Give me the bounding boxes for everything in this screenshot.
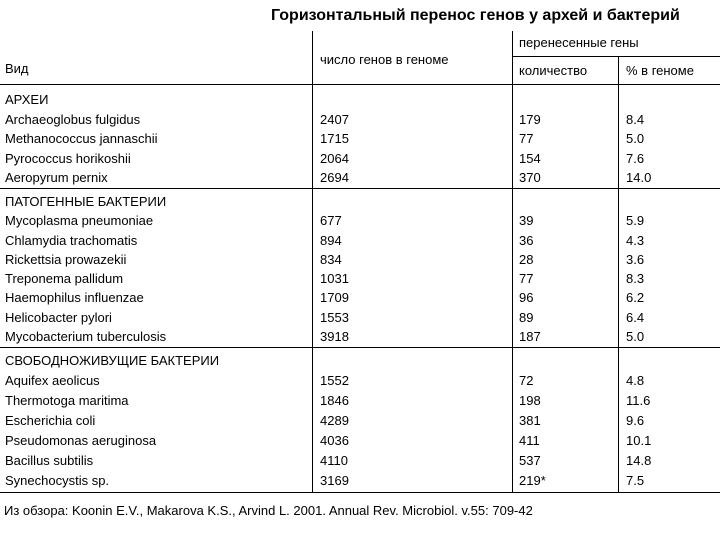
empty-cell <box>626 90 716 110</box>
section-label: СВОБОДНОЖИВУЩИЕ БАКТЕРИИ <box>5 353 220 368</box>
species-name: Rickettsia prowazekii <box>5 251 127 267</box>
source-reference: Из обзора: Koonin E.V., Makarova K.S., Arvind L. 2001. Annual Rev. Microbiol. v.55: 709-42 <box>4 503 533 518</box>
table-column-name <box>5 188 305 346</box>
column-header-genome-genes: число генов в геноме <box>320 52 449 67</box>
table-column-genes <box>320 347 505 491</box>
column-header-species: Вид <box>5 61 29 76</box>
table-column-genes <box>320 84 505 188</box>
species-name: Mycoplasma pneumoniae <box>5 213 154 229</box>
empty-cell <box>626 192 716 211</box>
table-hline-subheader <box>512 56 720 57</box>
species-name: Archaeoglobus fulgidus <box>5 111 141 127</box>
genome-gene-count: 1715 <box>320 131 349 146</box>
genome-gene-count: 4110 <box>320 453 348 468</box>
transferred-count: 381 <box>519 413 541 428</box>
transferred-percent: 8.3 <box>626 271 645 287</box>
transferred-percent: 9.6 <box>626 413 645 428</box>
transferred-percent: 6.4 <box>626 309 645 325</box>
transferred-count: 219* <box>519 473 546 488</box>
transferred-count: 537 <box>519 453 541 468</box>
transferred-count: 411 <box>519 433 540 448</box>
transferred-percent: 3.6 <box>626 251 645 267</box>
transferred-count: 77 <box>519 271 534 287</box>
empty-cell <box>519 90 614 110</box>
species-name: Thermotoga maritima <box>5 393 129 408</box>
table-hline-section3-bottom <box>0 492 720 493</box>
species-name: Chlamydia trachomatis <box>5 232 138 248</box>
transferred-count: 72 <box>519 373 534 388</box>
transferred-percent: 14.8 <box>626 453 652 468</box>
genome-gene-count: 1846 <box>320 393 349 408</box>
column-header-percent: % в геноме <box>626 63 694 78</box>
transferred-percent: 6.2 <box>626 290 645 306</box>
table-section-pathogenic-bacteria <box>0 188 720 347</box>
transferred-percent: 10.1 <box>626 433 652 448</box>
empty-cell <box>519 192 614 211</box>
genome-gene-count: 1031 <box>320 271 349 287</box>
transferred-count: 154 <box>519 150 541 166</box>
genome-gene-count: 677 <box>320 213 342 229</box>
column-header-transferred-genes: перенесенные гены <box>519 35 639 50</box>
genome-gene-count: 1553 <box>320 309 349 325</box>
transferred-count: 187 <box>519 329 541 345</box>
table-column-count <box>519 84 614 188</box>
species-name: Pyrococcus horikoshii <box>5 150 131 166</box>
species-name: Helicobacter pylori <box>5 309 112 325</box>
genome-gene-count: 2064 <box>320 150 349 166</box>
transferred-count: 36 <box>519 232 534 248</box>
transferred-count: 28 <box>519 251 534 267</box>
transferred-percent: 7.6 <box>626 150 645 166</box>
transferred-percent: 4.3 <box>626 232 645 248</box>
empty-cell <box>626 351 716 371</box>
species-name: Treponema pallidum <box>5 271 124 287</box>
genome-gene-count: 2694 <box>320 170 349 185</box>
transferred-count: 179 <box>519 111 541 127</box>
empty-cell <box>320 192 505 211</box>
transferred-count: 370 <box>519 170 541 185</box>
genome-gene-count: 4289 <box>320 413 349 428</box>
table-column-genes <box>320 188 505 346</box>
transferred-count: 96 <box>519 290 534 306</box>
species-name: Pseudomonas aeruginosa <box>5 433 157 448</box>
species-name: Methanococcus jannaschii <box>5 131 158 146</box>
table-column-percent <box>626 347 716 491</box>
species-name: Aeropyrum pernix <box>5 170 108 185</box>
species-name: Escherichia coli <box>5 413 96 428</box>
table-column-count <box>519 188 614 346</box>
page-title: Горизонтальный перенос генов у архей и бактерий <box>271 7 680 24</box>
empty-cell <box>320 90 505 110</box>
genome-gene-count: 894 <box>320 232 342 248</box>
genome-gene-count: 1552 <box>320 373 349 388</box>
column-header-count: количество <box>519 63 588 78</box>
transferred-percent: 5.0 <box>626 131 645 146</box>
genome-gene-count: 4036 <box>320 433 349 448</box>
species-name: Aquifex aeolicus <box>5 373 100 388</box>
species-name: Haemophilus influenzae <box>5 290 144 306</box>
species-name: Synechocystis sp. <box>5 473 110 488</box>
genome-gene-count: 3169 <box>320 473 349 488</box>
table-column-percent <box>626 188 716 346</box>
transferred-percent: 14.0 <box>626 170 652 185</box>
genome-gene-count: 834 <box>320 251 342 267</box>
table-column-name <box>5 347 305 491</box>
transferred-count: 77 <box>519 131 534 146</box>
table-section-archaea <box>0 84 720 188</box>
transferred-count: 89 <box>519 309 534 325</box>
genome-gene-count: 2407 <box>320 111 349 127</box>
species-name: Mycobacterium tuberculosis <box>5 329 167 345</box>
section-label: АРХЕИ <box>5 92 49 107</box>
empty-cell <box>320 351 505 371</box>
table-column-percent <box>626 84 716 188</box>
section-label: ПАТОГЕННЫЕ БАКТЕРИИ <box>5 194 167 209</box>
transferred-percent: 5.9 <box>626 213 645 229</box>
transferred-percent: 7.5 <box>626 473 645 488</box>
genome-gene-count: 3918 <box>320 329 349 345</box>
empty-cell <box>519 351 614 371</box>
transferred-percent: 8.4 <box>626 111 645 127</box>
genome-gene-count: 1709 <box>320 290 349 306</box>
table-section-freeliving-bacteria <box>0 347 720 492</box>
transferred-count: 198 <box>519 393 541 408</box>
transferred-percent: 11.6 <box>626 393 651 408</box>
table-column-count <box>519 347 614 491</box>
table-column-name <box>5 84 305 188</box>
species-name: Bacillus subtilis <box>5 453 94 468</box>
transferred-percent: 5.0 <box>626 329 645 345</box>
transferred-percent: 4.8 <box>626 373 645 388</box>
transferred-count: 39 <box>519 213 534 229</box>
